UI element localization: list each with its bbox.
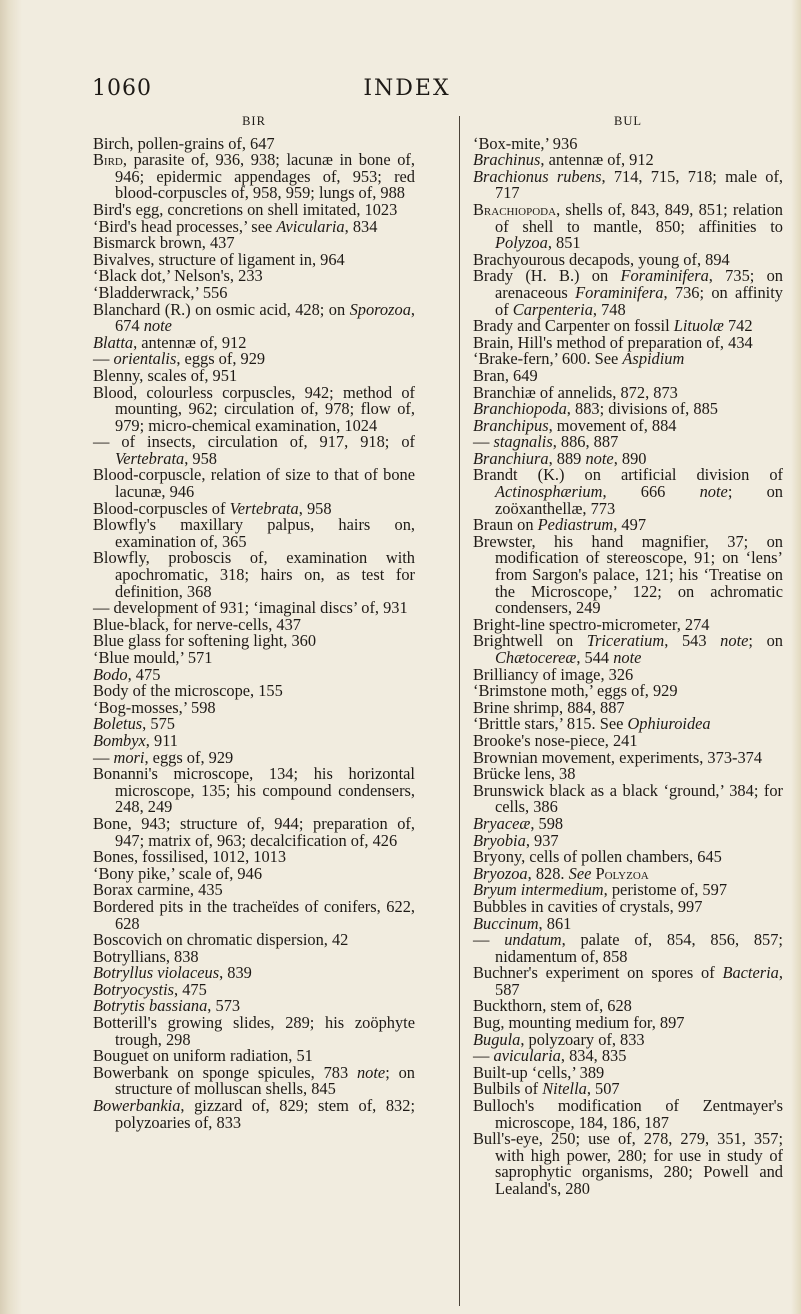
running-title: INDEX bbox=[363, 76, 451, 101]
index-entry: Boscovich on chromatic dispersion, 42 bbox=[93, 930, 349, 950]
page-edge bbox=[791, 0, 801, 1314]
index-entry: Bryozoa, 828. See Polyzoa bbox=[473, 863, 649, 883]
index-entry: Brady (H. B.) on Foraminifera, 735; on arenaceous Foraminifera, 736; on affinity of Carpenteria, 748 bbox=[473, 266, 783, 319]
index-entry: Brain, Hill's method of preparation of, 434 bbox=[473, 332, 753, 352]
index-column-left bbox=[93, 113, 415, 1131]
index-entry: — orientalis, eggs of, 929 bbox=[93, 349, 266, 369]
index-entry: Bones, fossilised, 1012, 1013 bbox=[93, 847, 287, 867]
page-gutter-shadow bbox=[0, 0, 22, 1314]
guide-word-right: BUL bbox=[614, 114, 642, 128]
index-entry: ‘Bird's head processes,’ see Avicularia, 834 bbox=[93, 216, 378, 236]
index-entry: Botterill's growing slides, 289; his zoöphyte trough, 298 bbox=[93, 1013, 415, 1049]
index-entry: — undatum, palate of, 854, 856, 857; nidamentum of, 858 bbox=[473, 930, 783, 966]
index-entry: Birch, pollen-grains of, 647 bbox=[93, 133, 275, 153]
index-entry: Blood-corpuscles of Vertebrata, 958 bbox=[93, 498, 332, 518]
index-entry: ‘Bog-mosses,’ 598 bbox=[93, 697, 216, 717]
index-entry: Bryobia, 937 bbox=[473, 830, 559, 850]
index-entry: Branchiopoda, 883; divisions of, 885 bbox=[473, 399, 718, 419]
index-entry: Bowerbank on sponge spicules, 783 note; on structure of molluscan shells, 845 bbox=[93, 1062, 415, 1099]
index-entry: ‘Brimstone moth,’ eggs of, 929 bbox=[473, 681, 678, 701]
index-entry: Bull's-eye, 250; use of, 278, 279, 351, 357; with high power, 280; for use in study of saprophytic organisms, 280; Powell and Lealand's, 280 bbox=[473, 1129, 783, 1198]
entry-list-right bbox=[473, 133, 783, 1198]
index-entry: Blatta, antennæ of, 912 bbox=[93, 332, 247, 352]
index-entry: ‘Blue mould,’ 571 bbox=[93, 648, 213, 667]
index-entry: Built-up ‘cells,’ 389 bbox=[473, 1062, 605, 1082]
index-entry: — stagnalis, 886, 887 bbox=[473, 432, 619, 452]
index-entry: Botryllus violaceus, 839 bbox=[93, 963, 252, 983]
index-entry: Buchner's experiment on spores of Bacteria, 587 bbox=[473, 963, 783, 999]
index-entry: Botrytis bassiana, 573 bbox=[93, 996, 241, 1016]
index-entry: Brandt (K.) on artificial division of Actinosphærium, 666 note; on zoöxanthellæ, 773 bbox=[473, 465, 783, 518]
index-entry: Blue glass for softening light, 360 bbox=[93, 631, 317, 651]
index-entry: Brooke's nose-piece, 241 bbox=[473, 730, 638, 750]
entry-list-left bbox=[93, 133, 415, 1132]
index-entry: Buckthorn, stem of, 628 bbox=[473, 996, 632, 1016]
index-entry: Blowfly's maxillary palpus, hairs on, examination of, 365 bbox=[93, 515, 415, 551]
index-entry: ‘Box-mite,’ 936 bbox=[473, 133, 578, 153]
index-entry: ‘Brittle stars,’ 815. See Ophiuroidea bbox=[473, 714, 711, 734]
index-entry: Brilliancy of image, 326 bbox=[473, 664, 634, 684]
index-entry: Braun on Pediastrum, 497 bbox=[473, 515, 647, 535]
index-entry: Boletus, 575 bbox=[93, 714, 175, 734]
index-entry: Brownian movement, experiments, 373-374 bbox=[473, 747, 763, 767]
index-entry: Bug, mounting medium for, 897 bbox=[473, 1013, 685, 1033]
index-entry: Bulloch's modification of Zentmayer's microscope, 184, 186, 187 bbox=[473, 1096, 783, 1132]
index-entry: Bubbles in cavities of crystals, 997 bbox=[473, 896, 703, 916]
index-entry: — mori, eggs of, 929 bbox=[93, 747, 234, 767]
index-entry: Brightwell on Triceratium, 543 note; on Chætocereæ, 544 note bbox=[473, 631, 783, 667]
index-entry: Blood, colourless corpuscles, 942; method of mounting, 962; circulation of, 978; flow of, 979; micro-chemical examination, 1024 bbox=[93, 382, 415, 435]
index-column-right bbox=[473, 113, 783, 1198]
index-entry: ‘Black dot,’ Nelson's, 233 bbox=[93, 266, 263, 286]
index-entry: ‘Bladderwrack,’ 556 bbox=[93, 282, 228, 302]
index-entry: Bombyx, 911 bbox=[93, 730, 178, 750]
index-entry: Brady and Carpenter on fossil Lituolæ 742 bbox=[473, 316, 753, 336]
index-entry: Branchiæ of annelids, 872, 873 bbox=[473, 382, 678, 402]
index-entry: Brine shrimp, 884, 887 bbox=[473, 697, 625, 717]
index-entry: — development of 931; ‘imaginal discs’ of, 931 bbox=[93, 598, 408, 618]
index-entry: Bordered pits in the tracheïdes of conifers, 622, 628 bbox=[93, 896, 415, 933]
index-entry: Bulbils of Nitella, 507 bbox=[473, 1079, 620, 1099]
index-entry: — avicularia, 834, 835 bbox=[473, 1046, 627, 1066]
column-divider bbox=[459, 116, 460, 1306]
index-entry: — of insects, circulation of, 917, 918; of Vertebrata, 958 bbox=[93, 432, 415, 468]
index-entry: Blowfly, proboscis of, examination with apochromatic, 318; hairs on, as test for definition, 368 bbox=[93, 548, 415, 601]
guide-word-left: BIR bbox=[242, 114, 266, 128]
index-entry: Bran, 649 bbox=[473, 365, 538, 385]
index-entry: Bugula, polyzoary of, 833 bbox=[473, 1029, 645, 1049]
index-entry: Brachyourous decapods, young of, 894 bbox=[473, 249, 730, 269]
index-entry: Bouguet on uniform radiation, 51 bbox=[93, 1046, 313, 1066]
page-header bbox=[92, 76, 717, 106]
index-entry: Bird, parasite of, 936, 938; lacunæ in bone of, 946; epidermic appendages of, 953; red blood-corpuscles of, 958, 959; lungs of, 988 bbox=[93, 150, 415, 203]
index-entry: Brewster, his hand magnifier, 37; on modification of stereoscope, 91; on ‘lens’ from Sargon's palace, 121; his ‘Treatise on the Microscope,’ 122; on achromatic condensers, 249 bbox=[473, 531, 783, 618]
index-entry: Bird's egg, concretions on shell imitated, 1023 bbox=[93, 199, 398, 219]
index-entry: Bowerbankia, gizzard of, 829; stem of, 832; polyzoaries of, 833 bbox=[93, 1096, 415, 1132]
index-entry: Brachinus, antennæ of, 912 bbox=[473, 150, 654, 170]
index-entry: ‘Brake-fern,’ 600. See Aspidium bbox=[473, 349, 685, 369]
index-entry: Bismarck brown, 437 bbox=[93, 233, 235, 253]
index-entry: Brücke lens, 38 bbox=[473, 764, 576, 784]
index-entry: Branchipus, movement of, 884 bbox=[473, 415, 677, 435]
index-entry: Blood-corpuscle, relation of size to that of bone lacunæ, 946 bbox=[93, 465, 415, 502]
index-entry: ‘Bony pike,’ scale of, 946 bbox=[93, 863, 263, 883]
index-entry: Botryllians, 838 bbox=[93, 946, 199, 966]
index-entry: Branchiura, 889 note, 890 bbox=[473, 448, 647, 468]
index-entry: Brachiopoda, shells of, 843, 849, 851; relation of shell to mantle, 850; affinities to Polyzoa, 851 bbox=[473, 199, 783, 253]
index-entry: Bryaceæ, 598 bbox=[473, 813, 564, 833]
page-number: 1060 bbox=[92, 76, 152, 101]
index-entry: Blenny, scales of, 951 bbox=[93, 365, 238, 385]
index-entry: Bonanni's microscope, 134; his horizontal microscope, 135; his compound condensers, 248, 249 bbox=[93, 764, 415, 817]
index-entry: Brachionus rubens, 714, 715, 718; male of, 717 bbox=[473, 166, 783, 203]
index-entry: Body of the microscope, 155 bbox=[93, 681, 283, 701]
index-entry: Brunswick black as a black ‘ground,’ 384; for cells, 386 bbox=[473, 780, 783, 817]
index-entry: Bright-line spectro-micrometer, 274 bbox=[473, 614, 710, 634]
index-entry: Blanchard (R.) on osmic acid, 428; on Sporozoa, 674 note bbox=[93, 299, 415, 336]
index-entry: Bryony, cells of pollen chambers, 645 bbox=[473, 847, 722, 867]
index-entry: Buccinum, 861 bbox=[473, 913, 572, 933]
index-entry: Bone, 943; structure of, 944; preparation of, 947; matrix of, 963; decalcification of, 426 bbox=[93, 813, 415, 850]
index-entry: Bryum intermedium, peristome of, 597 bbox=[473, 880, 728, 900]
index-entry: Blue-black, for nerve-cells, 437 bbox=[93, 614, 301, 634]
index-entry: Bivalves, structure of ligament in, 964 bbox=[93, 249, 345, 269]
index-entry: Botryocystis, 475 bbox=[93, 979, 207, 999]
index-entry: Borax carmine, 435 bbox=[93, 880, 223, 900]
index-entry: Bodo, 475 bbox=[93, 664, 161, 684]
